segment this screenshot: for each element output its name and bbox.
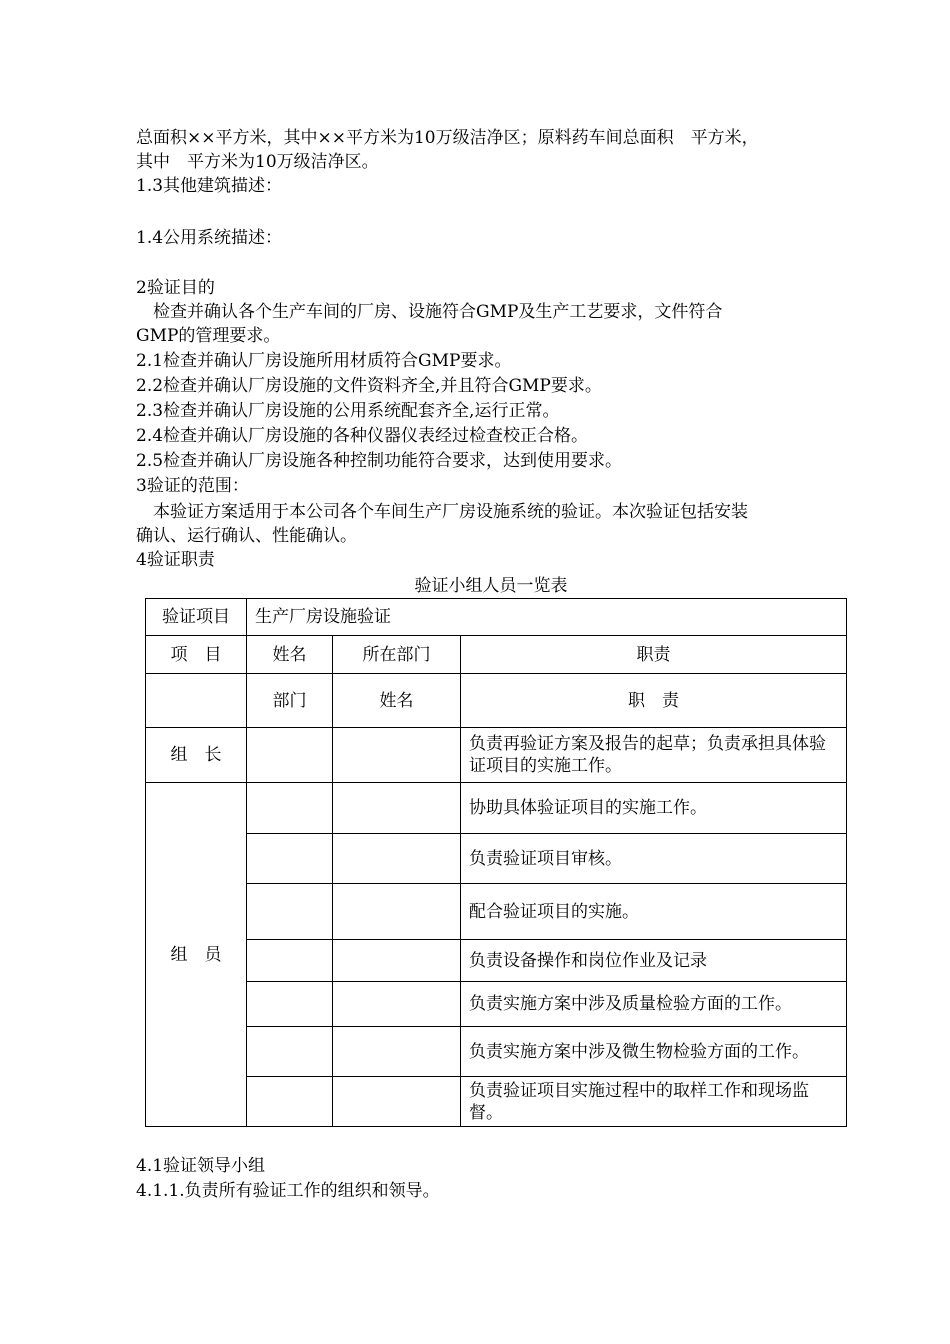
table-row xyxy=(146,982,847,1027)
empty-cell xyxy=(247,728,333,783)
empty-cell xyxy=(247,1077,333,1127)
section-heading: 2验证目的 xyxy=(136,278,215,298)
member-label-cell: 组 员 xyxy=(146,783,247,1127)
list-item: 2.1检查并确认厂房设施所用材质符合GMP要求。 xyxy=(136,351,512,371)
empty-cell xyxy=(333,834,461,884)
empty-cell xyxy=(247,940,333,982)
empty-cell xyxy=(333,1027,461,1077)
list-item: 2.2检查并确认厂房设施的文件资料齐全,并且符合GMP要求。 xyxy=(136,376,602,396)
table-row xyxy=(146,940,847,982)
table-row xyxy=(146,599,847,636)
member-duty-cell: 负责验证项目审核。 xyxy=(461,834,847,884)
empty-cell xyxy=(247,834,333,884)
empty-cell xyxy=(247,783,333,834)
section-heading: 1.4公用系统描述： xyxy=(136,228,283,248)
section-heading: 4.1验证领导小组 xyxy=(136,1156,266,1176)
header-cell: 姓名 xyxy=(333,674,461,728)
empty-cell xyxy=(146,674,247,728)
empty-cell xyxy=(333,728,461,783)
paragraph: GMP的管理要求。 xyxy=(136,326,281,346)
list-item: 2.5检查并确认厂房设施各种控制功能符合要求，达到使用要求。 xyxy=(136,451,623,471)
empty-cell xyxy=(333,940,461,982)
table-row xyxy=(146,728,847,783)
member-duty-cell: 配合验证项目的实施。 xyxy=(461,884,847,940)
table-row xyxy=(146,884,847,940)
table-row xyxy=(146,834,847,884)
header-cell: 所在部门 xyxy=(333,636,461,674)
empty-cell xyxy=(333,982,461,1027)
empty-cell xyxy=(333,783,461,834)
header-cell: 项 目 xyxy=(146,636,247,674)
empty-cell xyxy=(333,1077,461,1127)
list-item: 2.3检查并确认厂房设施的公用系统配套齐全,运行正常。 xyxy=(136,401,560,421)
list-item: 2.4检查并确认厂房设施的各种仪器仪表经过检查校正合格。 xyxy=(136,426,589,446)
header-cell: 职 责 xyxy=(461,674,847,728)
header-cell: 姓名 xyxy=(247,636,333,674)
table-caption: 验证小组人员一览表 xyxy=(414,576,568,596)
member-duty-cell: 负责验证项目实施过程中的取样工作和现场监督。 xyxy=(461,1077,847,1127)
table-row xyxy=(146,783,847,834)
member-duty-cell: 负责实施方案中涉及微生物检验方面的工作。 xyxy=(461,1027,847,1077)
table-row xyxy=(146,1077,847,1127)
paragraph: 其中 平方米为10万级洁净区。 xyxy=(136,152,379,172)
project-value-cell: 生产厂房设施验证 xyxy=(247,599,847,636)
staff-table xyxy=(145,598,847,1127)
member-duty-cell: 协助具体验证项目的实施工作。 xyxy=(461,783,847,834)
paragraph: 确认、运行确认、性能确认。 xyxy=(136,526,357,546)
paragraph: 总面积××平方米，其中××平方米为10万级洁净区；原料药车间总面积 平方米， xyxy=(136,128,759,148)
leader-duty-cell: 负责再验证方案及报告的起草；负责承担具体验证项目的实施工作。 xyxy=(461,728,847,783)
header-cell: 职责 xyxy=(461,636,847,674)
project-label-cell: 验证项目 xyxy=(146,599,247,636)
table-row xyxy=(146,636,847,674)
section-heading: 3验证的范围： xyxy=(136,476,249,496)
section-heading: 1.3其他建筑描述： xyxy=(136,176,283,196)
table-row xyxy=(146,674,847,728)
section-heading: 4验证职责 xyxy=(136,550,215,570)
paragraph: 检查并确认各个生产车间的厂房、设施符合GMP及生产工艺要求，文件符合 xyxy=(136,302,723,322)
empty-cell xyxy=(247,884,333,940)
paragraph: 本验证方案适用于本公司各个车间生产厂房设施系统的验证。本次验证包括安装 xyxy=(136,502,748,522)
leader-label-cell: 组 长 xyxy=(146,728,247,783)
table-row xyxy=(146,1027,847,1077)
member-duty-cell: 负责实施方案中涉及质量检验方面的工作。 xyxy=(461,982,847,1027)
list-item: 4.1.1.负责所有验证工作的组织和领导。 xyxy=(136,1181,440,1201)
empty-cell xyxy=(247,982,333,1027)
empty-cell xyxy=(247,1027,333,1077)
empty-cell xyxy=(333,884,461,940)
member-duty-cell: 负责设备操作和岗位作业及记录 xyxy=(461,940,847,982)
header-cell: 部门 xyxy=(247,674,333,728)
